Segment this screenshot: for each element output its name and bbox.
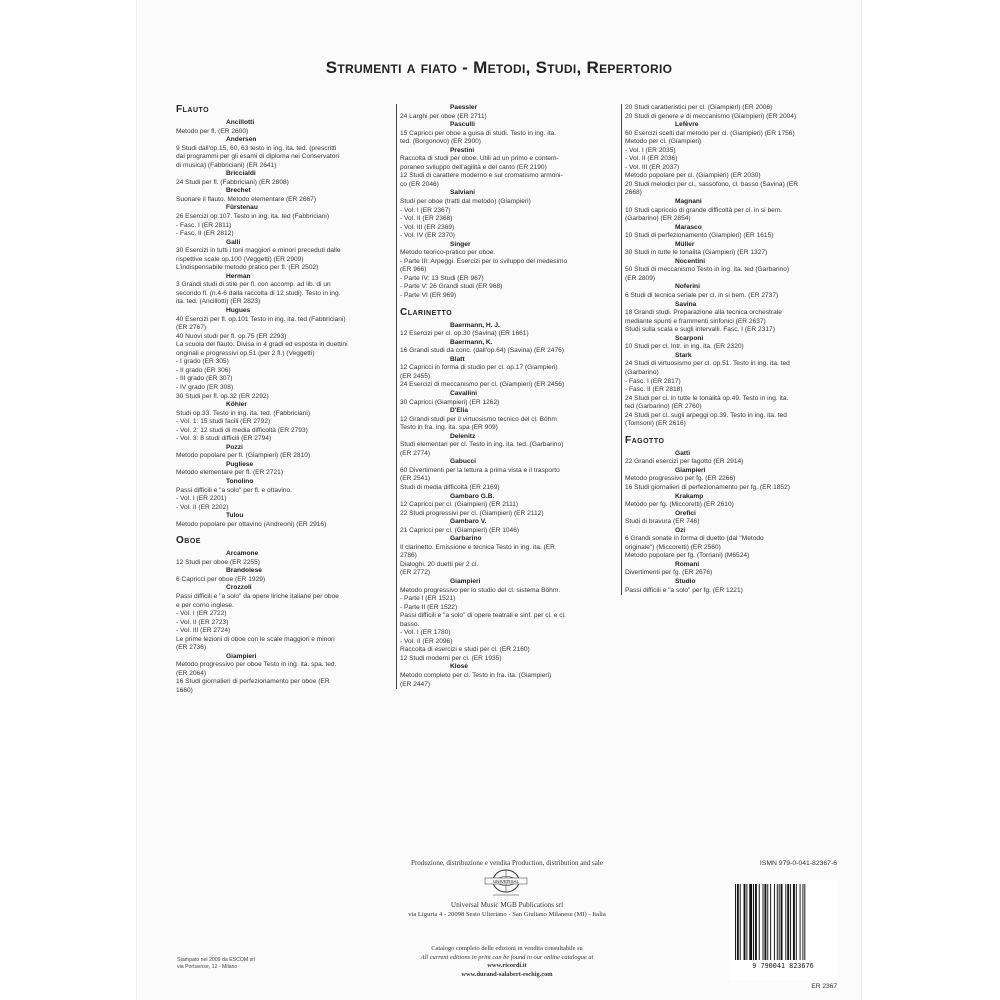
author-name: Noferini	[675, 283, 700, 291]
catalog-entry: 24 Studi per fl. (Fabbriciani) (ER 2808)	[176, 178, 289, 186]
author-name: Ozi	[675, 526, 686, 534]
catalog-entry: (ER 2809)	[625, 274, 656, 282]
catalog-entry: Dialoghi. 20 duetti per 2 cl.	[400, 560, 479, 568]
catalog-column-3	[621, 104, 843, 595]
catalog-entry: - Vol. II (ER 2202)	[176, 503, 229, 511]
catalog-entry: Metodo progressivo per oboe Testo in ing. ita. spa. ted.	[176, 661, 337, 669]
author-name: Hugues	[226, 307, 251, 315]
author-name: Gambaro G.B.	[450, 492, 495, 500]
catalog-entry: 22 Grandi esercizi per fagotto (ER 2914)	[625, 458, 744, 466]
catalog-entry: 2668)	[625, 189, 642, 197]
catalog-entry: 10 Studi per cl. Intr. in ing. ita. (ER 2320)	[625, 343, 744, 351]
author-name: D'Elia	[450, 407, 469, 415]
catalog-entry: Metodo popolare per ottavino (Andreoni) (ER 2916)	[176, 520, 327, 528]
catalog-entry: 16 Studi giornalieri di perfezionamento per oboe (ER	[176, 678, 330, 686]
catalog-entry: - Parte III: Arpeggi. Esercizi per lo sviluppo del medesimo	[400, 257, 568, 265]
author-name: Gambaro V.	[450, 518, 487, 526]
catalog-entry: - Vol. IV (ER 2370)	[400, 232, 455, 240]
catalog-entry: L'indispensabile metodo pratico per fl. (ER 2502)	[176, 264, 319, 272]
catalog-entry: - Vol. I (ER 1780)	[400, 629, 451, 637]
catalog-entry: - Fasc. II (ER 2818)	[625, 386, 683, 394]
author-name: Brandolese	[226, 567, 262, 575]
catalog-entry: - Vol. II (ER 2723)	[176, 618, 229, 626]
catalog-entry: - Parte VI (ER 969)	[400, 292, 457, 300]
catalog-entry: 12 Capricci per cl. (Giampieri) (ER 2111)	[400, 501, 519, 509]
author-name: Orefici	[675, 509, 696, 517]
catalog-entry: basso.	[400, 620, 420, 628]
catalog-entry: 12 Studi di carattere moderno e sul cromatismo armoni-	[400, 172, 563, 180]
catalog-entry: (ER 2767)	[176, 324, 207, 332]
author-name: Gatti	[675, 449, 691, 457]
catalog-entry: La scuola del flauto. Divisa in 4 gradi ed esposta in duettini	[176, 341, 348, 349]
catalog-entry: (ER 2736)	[176, 644, 207, 652]
barcode-bars-icon	[733, 884, 833, 962]
catalog-notice	[352, 945, 662, 979]
author-name: Stark	[675, 351, 692, 359]
author-name: Gabucci	[450, 458, 477, 466]
author-name: Baermann, H. J.	[450, 321, 500, 329]
catalog-entry: Studi elementari per cl. Testo in ing. ita. ted. (Garbarino)	[400, 441, 564, 449]
catalog-entry: 20 Studi melodici per cl., sassofono, cl. basso (Savina) (ER	[625, 180, 798, 188]
catalog-entry: Metodo teorico-pratico per oboe.	[400, 249, 496, 257]
catalog-entry: Il clarinetto. Emissione e tecnica Testo in ing. ita. (ER	[400, 543, 555, 551]
catalog-entry: 18 Grandi studi. Preparazione alla tecnica orchestrale	[625, 309, 782, 317]
catalog-entry: - Vol. 3: 8 studi difficili (ER 2794)	[176, 435, 272, 443]
back-cover-page	[137, 0, 861, 1000]
catalog-entry: 12 Studi moderni per cl. (ER 1935)	[400, 654, 502, 662]
catalog-entry: Studi sulla scala e sugli intervalli. Fasc. I (ER 2317)	[625, 326, 775, 334]
author-name: Salviani	[450, 189, 475, 197]
catalog-entry: - IV grado (ER 308)	[176, 383, 234, 391]
section-heading: Oboe	[176, 535, 201, 547]
catalog-entry: 6 Capricci per oboe (ER 1929)	[176, 575, 266, 583]
author-name: Krakamp	[675, 492, 704, 500]
catalog-entry: 22 Studi progressivi per cl. (Giampieri) (ER 2112)	[400, 509, 544, 517]
author-name: Paessler	[450, 104, 478, 111]
catalog-entry: Studi di bravura (ER 746)	[625, 518, 700, 526]
catalog-entry: Metodo per fg. (Miccoretti) (ER 2610)	[625, 501, 734, 509]
catalog-entry: - III grado (ER 307)	[176, 375, 233, 383]
catalog-entry: (ER 2774)	[400, 449, 431, 457]
catalog-entry: Studi per oboe (tratti dal metodo) (Giampieri)	[400, 198, 531, 206]
catalog-entry: 20 Studi di genere e di meccanismo (Giampieri) (ER 2004)	[625, 112, 797, 120]
author-name: Herman	[226, 272, 251, 280]
author-name: Crozzoli	[226, 584, 252, 592]
catalog-entry: 60 Divertimenti per la lettura a prima vista e il trasporto	[400, 466, 560, 474]
catalog-entry: e per corno inglese.	[176, 601, 234, 609]
catalog-entry: - Vol. III (ER 2724)	[176, 627, 231, 635]
catalog-entry: ita. ted. (Ancillotti) (ER 2823)	[176, 298, 261, 306]
catalog-entry: - Fasc. I (ER 2817)	[625, 377, 681, 385]
catalog-entry: 21 Capricci per cl. (Giampieri) (ER 1046)	[400, 526, 520, 534]
author-name: Giampieri	[450, 577, 481, 585]
catalog-entry: 20 Studi caratteristici per cl. (Giampieri) (ER 2006)	[625, 104, 773, 111]
catalog-entry: 12 Esercizi per cl. op.30 (Savina) (ER 1661)	[400, 330, 529, 338]
catalog-entry: - Fasc. II (ER 2812)	[176, 230, 234, 238]
author-name: Klosé	[450, 663, 468, 671]
catalog-entry: 24 Larghi per oboe (ER 2711)	[400, 112, 487, 120]
author-name: Fürstenau	[226, 204, 258, 212]
catalog-entry: (ER 2541)	[400, 475, 431, 483]
catalog-entry: - Vol. 1: 15 studi facili (ER 2792)	[176, 418, 271, 426]
catalog-entry: - Vol. 2: 12 studi di media difficoltà (ER 2793)	[176, 426, 308, 434]
catalog-entry: - Parte IV: 13 Studi (ER 967)	[400, 274, 484, 282]
page-title: Strumenti a fiato - Metodi, Studi, Repertorio	[325, 58, 673, 77]
catalog-entry: 12 Capricci in forma di studio per cl. op.17 (Giampieri)	[400, 364, 558, 372]
barcode	[729, 880, 837, 980]
catalog-entry: - I grado (ER 305)	[176, 358, 229, 366]
catalog-entry: 10 Studi capriccio di grande difficoltà per cl. in si bem.	[625, 206, 783, 214]
catalog-entry: Passi difficili e "a solo" per fg. (ER 1221)	[625, 586, 743, 594]
author-name: Arcamone	[226, 550, 259, 558]
catalog-entry: rispettive scale op.100 (Veggetti) (ER 2909)	[176, 255, 304, 263]
author-name: Brechet	[226, 187, 251, 195]
publisher-block	[352, 901, 662, 919]
catalog-entry: - Parte I (ER 1521)	[400, 595, 456, 603]
catalog-entry: Metodo popolare per fg. (Torriani) (M6524)	[625, 552, 750, 560]
author-name: Pasculli	[450, 121, 475, 129]
author-name: Nocentini	[675, 257, 706, 265]
catalog-entry: Metodo progressivo per lo studio del cl. sistema Böhm.	[400, 586, 561, 594]
catalog-notice-en: All current editions in print can be found in our online catalogue at	[420, 953, 594, 961]
catalog-entry: 6 Studi di tecnica seriale per cl. in si bem. (ER 2737)	[625, 292, 779, 300]
catalog-entry: (ER 966)	[400, 266, 427, 274]
catalog-entry: - Vol. I (ER 2722)	[176, 610, 227, 618]
publisher-name: Universal Music MGB Publications srl	[450, 901, 564, 909]
author-name: Magnani	[675, 198, 702, 206]
catalog-entry: (ER 2772)	[400, 569, 431, 577]
author-name: Studio	[675, 577, 696, 585]
catalog-entry: Metodo completo per cl. Testo in fra. ita. (Giampieri)	[400, 672, 552, 679]
catalog-entry: 40 Nuovi studi per fl. op.75 (ER 2293)	[176, 332, 287, 340]
catalog-entry: 10 Studi di perfezionamento (Giampieri) (ER 1615)	[625, 232, 774, 240]
author-name: Savina	[675, 300, 697, 308]
catalog-entry: (Garbarino) (ER 2854)	[625, 215, 691, 223]
catalog-entry: 1660)	[176, 687, 193, 694]
author-name: Prestini	[450, 146, 475, 154]
catalog-entry: 24 Studi per cl. in tutte le tonalità op.49. Testo in ing. ita.	[625, 394, 789, 402]
catalog-entry: - Parte II (ER 1522)	[400, 603, 458, 611]
catalog-entry: 24 Esercizi di meccanismo per cl. (Giampieri) (ER 2456)	[400, 381, 565, 389]
catalog-entry: 50 Studi di meccanismo Testo in ing. ita. ted (Garbarino)	[625, 266, 790, 274]
catalog-entry: - II grado (ER 306)	[176, 366, 231, 374]
catalog-entry: 6 Grandi sonate in forma di duetto (dal "Metodo	[625, 535, 764, 543]
publisher-address: via Liguria 4 - 20098 Sesto Ulteriano - San Giuliano Milanese (MI) - Italia	[408, 911, 606, 918]
catalog-entry: Studi op.33. Testo in ing. ita. ted. (Fabbriciani)	[176, 409, 311, 417]
catalog-entry: Metodo per fl. (ER 2600)	[176, 127, 249, 135]
catalog-entry: Raccolta di studi per oboe. Utili ad un primo e contem-	[400, 155, 559, 163]
universal-logo-icon	[479, 868, 533, 898]
catalog-entry: Raccolta di esercizi e studi per cl. (ER 2160)	[400, 646, 530, 654]
catalog-entry: 60 Esercizi scelti dal metodo per cl. (Giampieri) (ER 1756)	[625, 129, 795, 137]
ismn-code: ISMN 979-0-041-82367-6	[759, 860, 837, 867]
catalog-entry: - Vol. II (ER 2096)	[400, 637, 453, 645]
author-name: Pozzi	[226, 443, 243, 451]
catalog-entry: - Vol. I (ER 2035)	[625, 146, 676, 154]
printer-line-2: via Portuense, 12 - Milano	[177, 964, 238, 971]
catalog-entry: 15 Capricci per oboe a guisa di studi. Testo in ing. ita.	[400, 129, 557, 137]
catalog-entry: (Tomsoni) (ER 2616)	[625, 420, 686, 428]
logo-text: UNIVERSAL	[492, 879, 520, 884]
section-heading: Clarinetto	[400, 306, 453, 318]
catalog-entry: secondo fl. (n.4-6 dalla raccolta di 12 studi). Testo in ing.	[176, 289, 341, 297]
catalog-entry: - Vol. I (ER 2201)	[176, 495, 227, 503]
author-name: Briccialdi	[226, 170, 256, 178]
barcode-number: 9 790041 823676	[752, 962, 814, 970]
author-name: Tonolino	[226, 477, 254, 485]
production-notice: Produzione, distribuzione e vendita Production, distribution and sale	[411, 859, 603, 867]
catalog-entry: co (ER 2046)	[400, 180, 439, 188]
catalog-entry: 26 Esercizi op.107. Testo in ing. ita. ted (Fabbriciani)	[176, 213, 330, 221]
printer-info	[177, 957, 297, 972]
catalog-entry: 3 Grandi studi di stile per fl. con accomp. ad lib. di un	[176, 281, 331, 289]
author-name: Singer	[450, 240, 471, 248]
catalog-entry: mediante spunti e frammenti sinfonici (ER 2637)	[625, 317, 766, 325]
catalog-entry: (ER 2447)	[400, 680, 431, 688]
catalog-entry: - Vol. II (ER 2368)	[400, 215, 453, 223]
author-name: Giampieri	[226, 652, 257, 660]
durand-url: www.durand-salabert-eschig.com	[461, 970, 553, 978]
catalog-entry: Passi difficili e "a solo" da opere liriche italiane per oboe	[176, 592, 339, 600]
catalog-entry: originali e progressivi op.51 (per 2 fl.) (Veggetti)	[176, 349, 315, 357]
catalog-column-2	[396, 104, 618, 689]
printer-line-1: Stampato nel 2009 da ESCOM srl	[177, 957, 256, 963]
author-name: Ancillotti	[226, 119, 255, 126]
section-heading: Flauto	[176, 104, 210, 115]
author-name: Köhler	[226, 401, 247, 409]
author-name: Blatt	[450, 355, 465, 363]
catalog-entry: Metodo progressivo per fg. (ER 2266)	[625, 475, 736, 483]
catalog-entry: (ER 2455)	[400, 372, 431, 380]
catalog-entry: 30 Capricci (Giampieri) (ER 1262)	[400, 398, 500, 406]
catalog-column-1	[176, 104, 398, 696]
catalog-entry: 12 Grandi studi per il virtuosismo tecnico del cl. Böhm	[400, 415, 557, 423]
catalog-entry: dai programmi per gli esami di diploma nei Conservatori	[176, 153, 340, 161]
author-name: Baermann, K.	[450, 338, 493, 346]
catalog-entry: 2786)	[400, 552, 417, 560]
author-name: Tulou	[226, 512, 244, 520]
ricordi-url: www.ricordi.it	[487, 962, 527, 969]
author-name: Galli	[226, 238, 241, 246]
section-heading: Fagotto	[625, 434, 665, 446]
catalog-entry: 16 Grandi studi da conc. (dall'op.64) (Savina) (ER 2476)	[400, 347, 564, 355]
author-name: Delenitz	[450, 432, 476, 440]
catalog-entry: Studi di media difficoltà (ER 2169)	[400, 483, 500, 491]
catalog-entry: Suonare il flauto. Metodo elementare (ER 2667)	[176, 195, 317, 203]
catalog-entry: 9 Studi dall'op.15, 60, 63 testo in ing. ita. ted. (prescritti	[176, 144, 337, 152]
catalog-entry: 30 Studi per fl. op.32 (ER 2292)	[176, 392, 269, 400]
catalog-entry: 24 Studi per cl. sugli arpeggi op.39. Testo in ing. ita. ted	[625, 411, 787, 419]
catalog-entry: - Vol. III (ER 2369)	[400, 223, 455, 231]
catalog-entry: 24 Studi di virtuosismo per cl. op.51. Testo in ing. ita. ted	[625, 360, 790, 368]
catalog-entry: - Parte V: 26 Grandi studi (ER 968)	[400, 283, 503, 291]
author-name: Cavallini	[450, 389, 478, 397]
author-name: Pugliese	[226, 460, 254, 468]
catalog-entry: ted (Garbarino) (ER 2760)	[625, 403, 702, 411]
catalog-entry: - Vol. I (ER 2367)	[400, 206, 451, 214]
edition-number: ER 2367	[811, 983, 837, 990]
catalog-entry: 40 Esercizi per fl. op.101 Testo in ing. ita. ted (Fabbriciani)	[176, 315, 346, 323]
catalog-entry: 30 Esercizi in tutti i toni maggiori e minori preceduti dalle	[176, 247, 341, 255]
author-name: Scarponi	[675, 334, 704, 342]
catalog-entry: 30 Studi in tutte le tonalità (Giampieri) (ER 1327)	[625, 249, 768, 257]
catalog-entry: Divertimenti per fg. (ER 2676)	[625, 569, 713, 577]
catalog-entry: Metodo popolare per fl. (Giampieri) (ER 2810)	[176, 452, 311, 460]
catalog-entry: di musica) (Fabbriciani) (ER 2641)	[176, 161, 277, 169]
catalog-entry: - Vol. II (ER 2036)	[625, 155, 678, 163]
author-name: Lefèvre	[675, 121, 699, 129]
catalog-notice-it: Catalogo completo delle edizioni in vendita consultabile su	[431, 945, 583, 952]
catalog-entry: (Garbarino)	[625, 368, 659, 376]
author-name: Giampieri	[675, 466, 706, 474]
catalog-entry: Le prime lezioni di oboe con le scale maggiori e minori	[176, 635, 335, 643]
catalog-entry: Metodo popolare per cl. (Giampieri) (ER 2030)	[625, 172, 761, 180]
catalog-entry: ted. (Borgonovo) (ER 2900)	[400, 138, 481, 146]
author-name: Andersen	[226, 136, 257, 144]
catalog-entry: originale") (Miccoretti) (ER 2560)	[625, 543, 721, 551]
author-name: Garbarino	[450, 535, 482, 543]
catalog-entry: - Fasc. I (ER 2811)	[176, 221, 232, 229]
catalog-entry: 16 Studi giornalieri di perfezionamento per fg. (ER 1852)	[625, 483, 790, 491]
author-name: Romani	[675, 560, 700, 568]
catalog-entry: poraneo sviluppo dell'agilità e del canto (ER 2190)	[400, 163, 547, 171]
author-name: Marasco	[675, 223, 702, 231]
catalog-entry: 12 Studi per oboe (ER 2255)	[176, 558, 260, 566]
catalog-entry: Metodo elementare per fl. (ER 2721)	[176, 469, 284, 477]
catalog-entry: Passi difficili e "a solo" per fl. e ottavino.	[176, 486, 292, 494]
catalog-entry: (ER 2064)	[176, 669, 207, 677]
catalog-entry: - Vol. III (ER 2037)	[625, 163, 680, 171]
catalog-entry: Testo in fra. ing. ita. spa (ER 909)	[400, 424, 498, 432]
catalog-entry: Passi difficili e "a solo" di opere teatrali e sinf. per cl. e cl.	[400, 612, 566, 620]
catalog-entry: Metodo per cl. (Giampieri)	[625, 138, 702, 146]
author-name: Müller	[675, 240, 695, 248]
